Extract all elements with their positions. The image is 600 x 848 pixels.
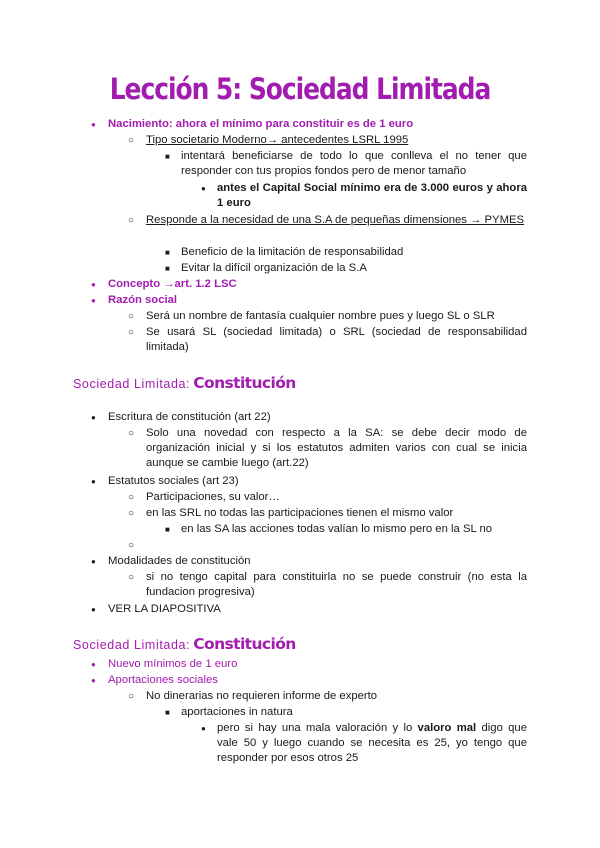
srl-item: en las SRL no todas las participaciones tienen el mismo valor [146,507,454,519]
estatutos-item: Estatutos sociales (art 23) [108,475,239,487]
heading-suffix: Constitución [193,635,296,653]
beneficio-item: Beneficio de la limitación de responsabilidad [181,246,404,258]
capital-constitucion-item: si no tengo capital para constituirla no se puede construir (no esta la fundacion progresiva) [146,571,527,598]
heading-prefix: Sociedad Limitada: [73,377,191,391]
bullet-icon [128,689,134,704]
razon-item: Razón social [108,294,178,306]
aportaciones-item: Aportaciones sociales [108,674,218,686]
section-heading [73,373,296,395]
bullet-icon [165,149,170,164]
bullet-icon [128,506,134,521]
capital-item: antes el Capital Social mínimo era de 3.000 euros y ahora 1 euro [217,182,527,209]
concepto-item: Concepto →art. 1.2 LSC [108,278,237,290]
bullet-icon [165,261,170,276]
bullet-icon [128,309,134,324]
bullet-icon [91,474,96,489]
sa-item: en las SA las acciones todas valían lo mismo pero en la SL no [181,523,493,535]
heading-prefix: Sociedad Limitada: [73,638,191,652]
bullet-icon [91,602,96,617]
bullet-icon [128,213,134,228]
bullet-icon [128,133,134,148]
escritura-item: Escritura de constitución (art 22) [108,411,271,423]
valoracion-text-a: pero si hay una mala valoración y lo [217,722,413,734]
bullet-icon [165,705,170,720]
fantasia-item: Será un nombre de fantasía cualquier nombre pues y luego SL o SLR [146,310,495,322]
diapositiva-item: VER LA DIAPOSITIVA [108,603,221,615]
bullet-icon [91,554,96,569]
novedad-item: Solo una novedad con respecto a la SA: se debe decir modo de organización inicial y si los estatutos admiten varios con cual se inicia aunque se cambie luego (art.22) [146,427,527,469]
heading-suffix: Constitución [193,374,296,392]
valoracion-item [217,721,527,766]
bullet-icon [91,293,96,308]
page-title: Lección 5: Sociedad Limitada [109,72,491,106]
bullet-icon [91,277,96,292]
nuevo-item: Nuevo mínimos de 1 euro [108,658,238,670]
responde-item: Responde a la necesidad de una S.A de pequeñas dimensiones → PYMES [146,214,525,226]
modalidades-item: Modalidades de constitución [108,555,251,567]
usara-item: Se usará SL (sociedad limitada) o SRL (sociedad de responsabilidad limitada) [146,326,527,353]
bullet-icon [91,117,96,132]
tipo-item: Tipo societario Moderno→ antecedentes LSRL 1995 [146,134,409,146]
valoro-mal-text: valoro mal [417,722,477,734]
bullet-icon [165,245,170,260]
participaciones-item: Participaciones, su valor… [146,491,280,503]
bullet-icon [128,570,134,585]
empty-bullet-icon [128,538,134,553]
bullet-icon [128,325,134,340]
bullet-icon [91,673,96,688]
bullet-icon [128,426,134,441]
bullet-icon [128,490,134,505]
bullet-icon [201,721,206,736]
evitar-item: Evitar la difícil organización de la S.A [181,262,367,274]
section-heading-2 [73,634,296,656]
valoracion-text-b: digo que vale 50 y luego cuando se necesita es 25, yo tengo que responder por esos otros 25 [217,722,527,764]
nacimiento-item: Nacimiento: ahora el mínimo para constituir es de 1 euro [108,118,414,130]
natura-item: aportaciones in natura [181,706,293,718]
intentara-item: intentará beneficiarse de todo lo que conlleva el no tener que responder con tus propios fondos pero de menor tamaño [181,150,527,177]
bullet-icon [91,657,96,672]
bullet-icon [165,522,170,537]
bullet-icon [201,181,206,196]
no-dinerarias-item: No dinerarias no requieren informe de experto [146,690,378,702]
bullet-icon [91,410,96,425]
